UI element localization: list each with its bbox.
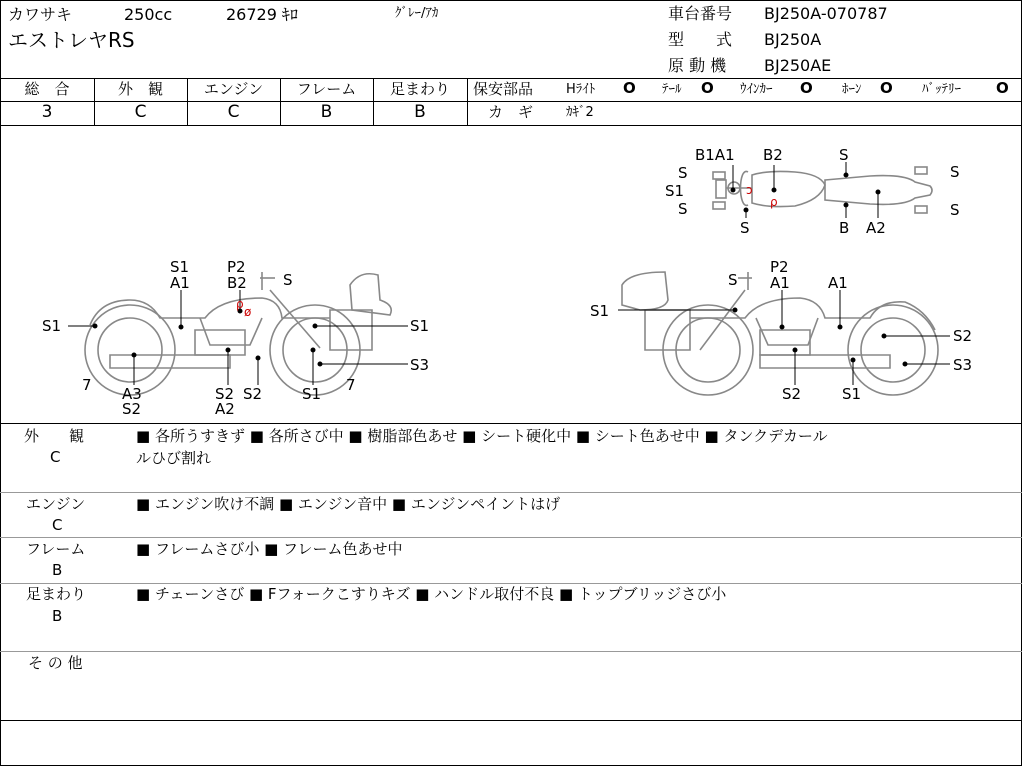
- remark-label-engine: エンジン: [26, 495, 86, 513]
- divider: [0, 423, 1022, 424]
- remark-text-frame: ■ フレームさび小 ■ フレーム色あせ中: [136, 540, 403, 558]
- safety-item-headlight: Hﾗｲﾄ: [566, 82, 596, 97]
- model-code: BJ250A: [764, 30, 822, 49]
- label-left: S1: [302, 385, 322, 403]
- grade-suspension: B: [414, 102, 426, 122]
- grade-overall-label: 総 合: [24, 80, 70, 98]
- label-left: 7: [82, 376, 92, 394]
- label-right: A1: [770, 274, 790, 292]
- remark-text-exterior-2: ルひび割れ: [136, 449, 212, 467]
- color: ｸﾞﾚｰ/ｱｶ: [395, 6, 439, 21]
- label-top: S: [950, 163, 960, 181]
- label-top: S: [678, 164, 688, 182]
- label-top: S: [950, 201, 960, 219]
- damage-mark: ø: [244, 305, 252, 319]
- key-value: ｶｷﾞ2: [566, 105, 594, 120]
- label-right: A1: [828, 274, 848, 292]
- label-left: B2: [227, 274, 247, 292]
- label-left: S2: [243, 385, 263, 403]
- label-top: S: [678, 200, 688, 218]
- label-left: S1: [170, 258, 190, 276]
- safety-mark-tail: O: [701, 79, 714, 97]
- label-left: S1: [42, 317, 62, 335]
- damage-mark: ρ: [770, 195, 778, 209]
- label-top: S: [839, 146, 849, 164]
- mileage: 26729 ｷﾛ: [226, 5, 298, 24]
- label-right: S3: [953, 356, 973, 374]
- label-right: S2: [953, 327, 973, 345]
- grade-suspension-label: 足まわり: [389, 80, 450, 98]
- diagram-labels: [42, 146, 972, 418]
- damage-mark: ρ: [236, 297, 244, 311]
- frame-no: BJ250A-070787: [764, 4, 888, 23]
- remark-grade-exterior: C: [50, 448, 61, 466]
- remark-label-frame: フレーム: [26, 540, 86, 558]
- grade-exterior-label: 外 観: [117, 80, 163, 98]
- engine-label: 原 動 機: [668, 56, 727, 75]
- key-label: カ ギ: [488, 103, 534, 121]
- remark-label-exterior: 外 観: [24, 427, 85, 445]
- label-top: S: [740, 219, 750, 237]
- damage-mark: ɔ: [746, 183, 753, 197]
- engine-code: BJ250AE: [764, 56, 832, 75]
- damage-diagram: [0, 126, 1022, 423]
- displacement: 250cc: [124, 5, 173, 24]
- safety-mark-horn: O: [880, 79, 893, 97]
- model-name: エストレヤRS: [8, 28, 135, 52]
- label-right: P2: [770, 258, 789, 276]
- label-left: 7: [346, 376, 356, 394]
- divider: [0, 492, 1022, 493]
- label-right: S: [728, 271, 738, 289]
- remark-label-other: そ の 他: [28, 654, 83, 672]
- grade-engine: C: [227, 102, 240, 122]
- label-left: S1: [410, 317, 430, 335]
- remark-text-exterior: ■ 各所うすきず ■ 各所さび中 ■ 樹脂部色あせ ■ シート硬化中 ■ シート色あせ中 ■ タンクデカール: [136, 427, 828, 445]
- divider: [0, 78, 1022, 79]
- label-top: B1A1: [695, 146, 735, 164]
- divider: [0, 651, 1022, 652]
- label-left: P2: [227, 258, 246, 276]
- remark-label-suspension: 足まわり: [26, 585, 87, 603]
- safety-item-battery: ﾊﾞｯﾃﾘｰ: [922, 82, 961, 97]
- remark-text-suspension: ■ チェーンさび ■ Fフォークこすりキズ ■ ハンドル取付不良 ■ トップブリッジさび小: [136, 585, 727, 603]
- grade-overall: 3: [41, 102, 53, 122]
- label-top: B: [839, 219, 850, 237]
- safety-mark-headlight: O: [623, 79, 636, 97]
- label-left: A1: [170, 274, 190, 292]
- label-right: S1: [590, 302, 610, 320]
- grade-frame: B: [320, 102, 333, 122]
- grade-frame-label: フレーム: [296, 80, 357, 98]
- grade-exterior: C: [134, 102, 147, 122]
- divider: [0, 720, 1022, 721]
- label-right: S1: [842, 385, 862, 403]
- divider: [467, 78, 468, 125]
- label-top: B2: [763, 146, 783, 164]
- label-top: A2: [866, 219, 886, 237]
- label-left: A3: [122, 385, 142, 403]
- frame-no-label: 車台番号: [668, 4, 733, 23]
- maker: カワサキ: [8, 5, 73, 24]
- label-left: S: [283, 271, 293, 289]
- label-left: S2: [215, 385, 235, 403]
- grade-engine-label: エンジン: [203, 80, 264, 98]
- label-left: A2: [215, 400, 235, 418]
- safety-item-tail: ﾃｰﾙ: [662, 82, 682, 97]
- label-left: S2: [122, 400, 142, 418]
- remark-text-engine: ■ エンジン吹け不調 ■ エンジン音中 ■ エンジンペイントはげ: [136, 495, 561, 513]
- divider: [0, 583, 1022, 584]
- safety-item-winker: ｳｲﾝｶｰ: [740, 82, 773, 97]
- label-left: S3: [410, 356, 430, 374]
- divider: [0, 537, 1022, 538]
- remark-grade-suspension: B: [52, 607, 63, 625]
- label-top: S1: [665, 182, 685, 200]
- remark-grade-frame: B: [52, 561, 63, 579]
- safety-mark-winker: O: [800, 79, 813, 97]
- damage-marks: [236, 183, 778, 319]
- safety-item-horn: ﾎｰﾝ: [842, 82, 862, 97]
- safety-label: 保安部品: [473, 80, 534, 98]
- model-label: 型 式: [668, 30, 733, 49]
- label-right: S2: [782, 385, 802, 403]
- remark-grade-engine: C: [52, 516, 63, 534]
- divider: [467, 101, 1022, 102]
- safety-mark-battery: O: [996, 79, 1009, 97]
